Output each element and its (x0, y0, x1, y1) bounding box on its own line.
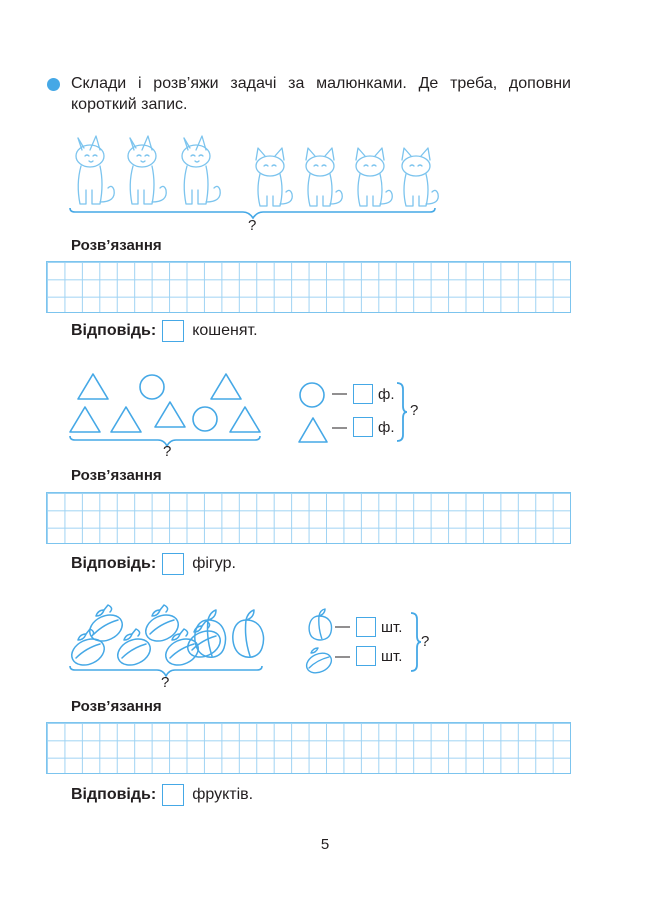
triangle-icon (70, 407, 100, 432)
solution-grid-1[interactable] (46, 261, 571, 313)
triangle-icon (155, 402, 185, 427)
circle-icon (193, 407, 217, 431)
plum-icon (68, 629, 109, 670)
fruits-picture (62, 600, 272, 680)
bullet-point (47, 78, 60, 91)
answer-line-2 (71, 553, 236, 575)
dash-2b: — (332, 419, 347, 436)
shapes-picture (60, 370, 270, 450)
page-number: 5 (320, 836, 330, 853)
question-mark-1: ? (248, 217, 257, 234)
plum-icon (303, 645, 335, 675)
answer-box-3[interactable] (162, 784, 184, 806)
solution-grid-2[interactable] (46, 492, 571, 544)
circle-icon (298, 381, 326, 409)
unit-2b: ф. (378, 419, 395, 436)
solution-label-2: Розв’язання (71, 467, 162, 484)
answer-label-2: Відповідь: (71, 555, 157, 572)
dash-2a: — (332, 385, 347, 402)
short-record-box-2b[interactable] (353, 417, 373, 437)
dash-3b: — (335, 648, 350, 665)
cats-picture (60, 128, 450, 223)
instruction-line-1: Склади і розв’яжи задачі за малюнками. Де треба, доповни (71, 75, 571, 92)
record-question-2: ? (410, 402, 419, 419)
answer-unit-2: фігур. (192, 555, 236, 572)
task-instruction (71, 73, 571, 115)
solution-label-1: Розв’язання (71, 237, 162, 254)
plum-icon (114, 629, 155, 670)
curly-brace (396, 382, 408, 442)
triangle-icon (211, 374, 241, 399)
short-record-box-3b[interactable] (356, 646, 376, 666)
unit-2a: ф. (378, 386, 395, 403)
dash-3a: — (335, 618, 350, 635)
triangle-icon (78, 374, 108, 399)
triangle-icon (298, 416, 328, 444)
question-mark-2: ? (163, 443, 172, 460)
apricot-icon (305, 608, 333, 642)
answer-line-3 (71, 784, 253, 806)
record-question-3: ? (421, 633, 430, 650)
answer-unit-1: кошенят. (192, 322, 258, 339)
answer-box-1[interactable] (162, 320, 184, 342)
short-record-box-2a[interactable] (353, 384, 373, 404)
answer-unit-3: фруктів. (192, 786, 254, 803)
answer-label-3: Відповідь: (71, 786, 157, 803)
triangle-icon (111, 407, 141, 432)
plum-icon (86, 605, 127, 646)
circle-icon (140, 375, 164, 399)
apricot-icon (233, 610, 264, 657)
triangle-icon (230, 407, 260, 432)
question-mark-3: ? (161, 674, 170, 691)
answer-line-1 (71, 320, 258, 342)
solution-label-3: Розв’язання (71, 698, 162, 715)
answer-label-1: Відповідь: (71, 322, 157, 339)
unit-3a: шт. (381, 619, 403, 636)
solution-grid-3[interactable] (46, 722, 571, 774)
short-record-box-3a[interactable] (356, 617, 376, 637)
unit-3b: шт. (381, 648, 403, 665)
answer-box-2[interactable] (162, 553, 184, 575)
plum-icon (142, 605, 183, 646)
instruction-line-2: короткий запис. (71, 96, 188, 113)
